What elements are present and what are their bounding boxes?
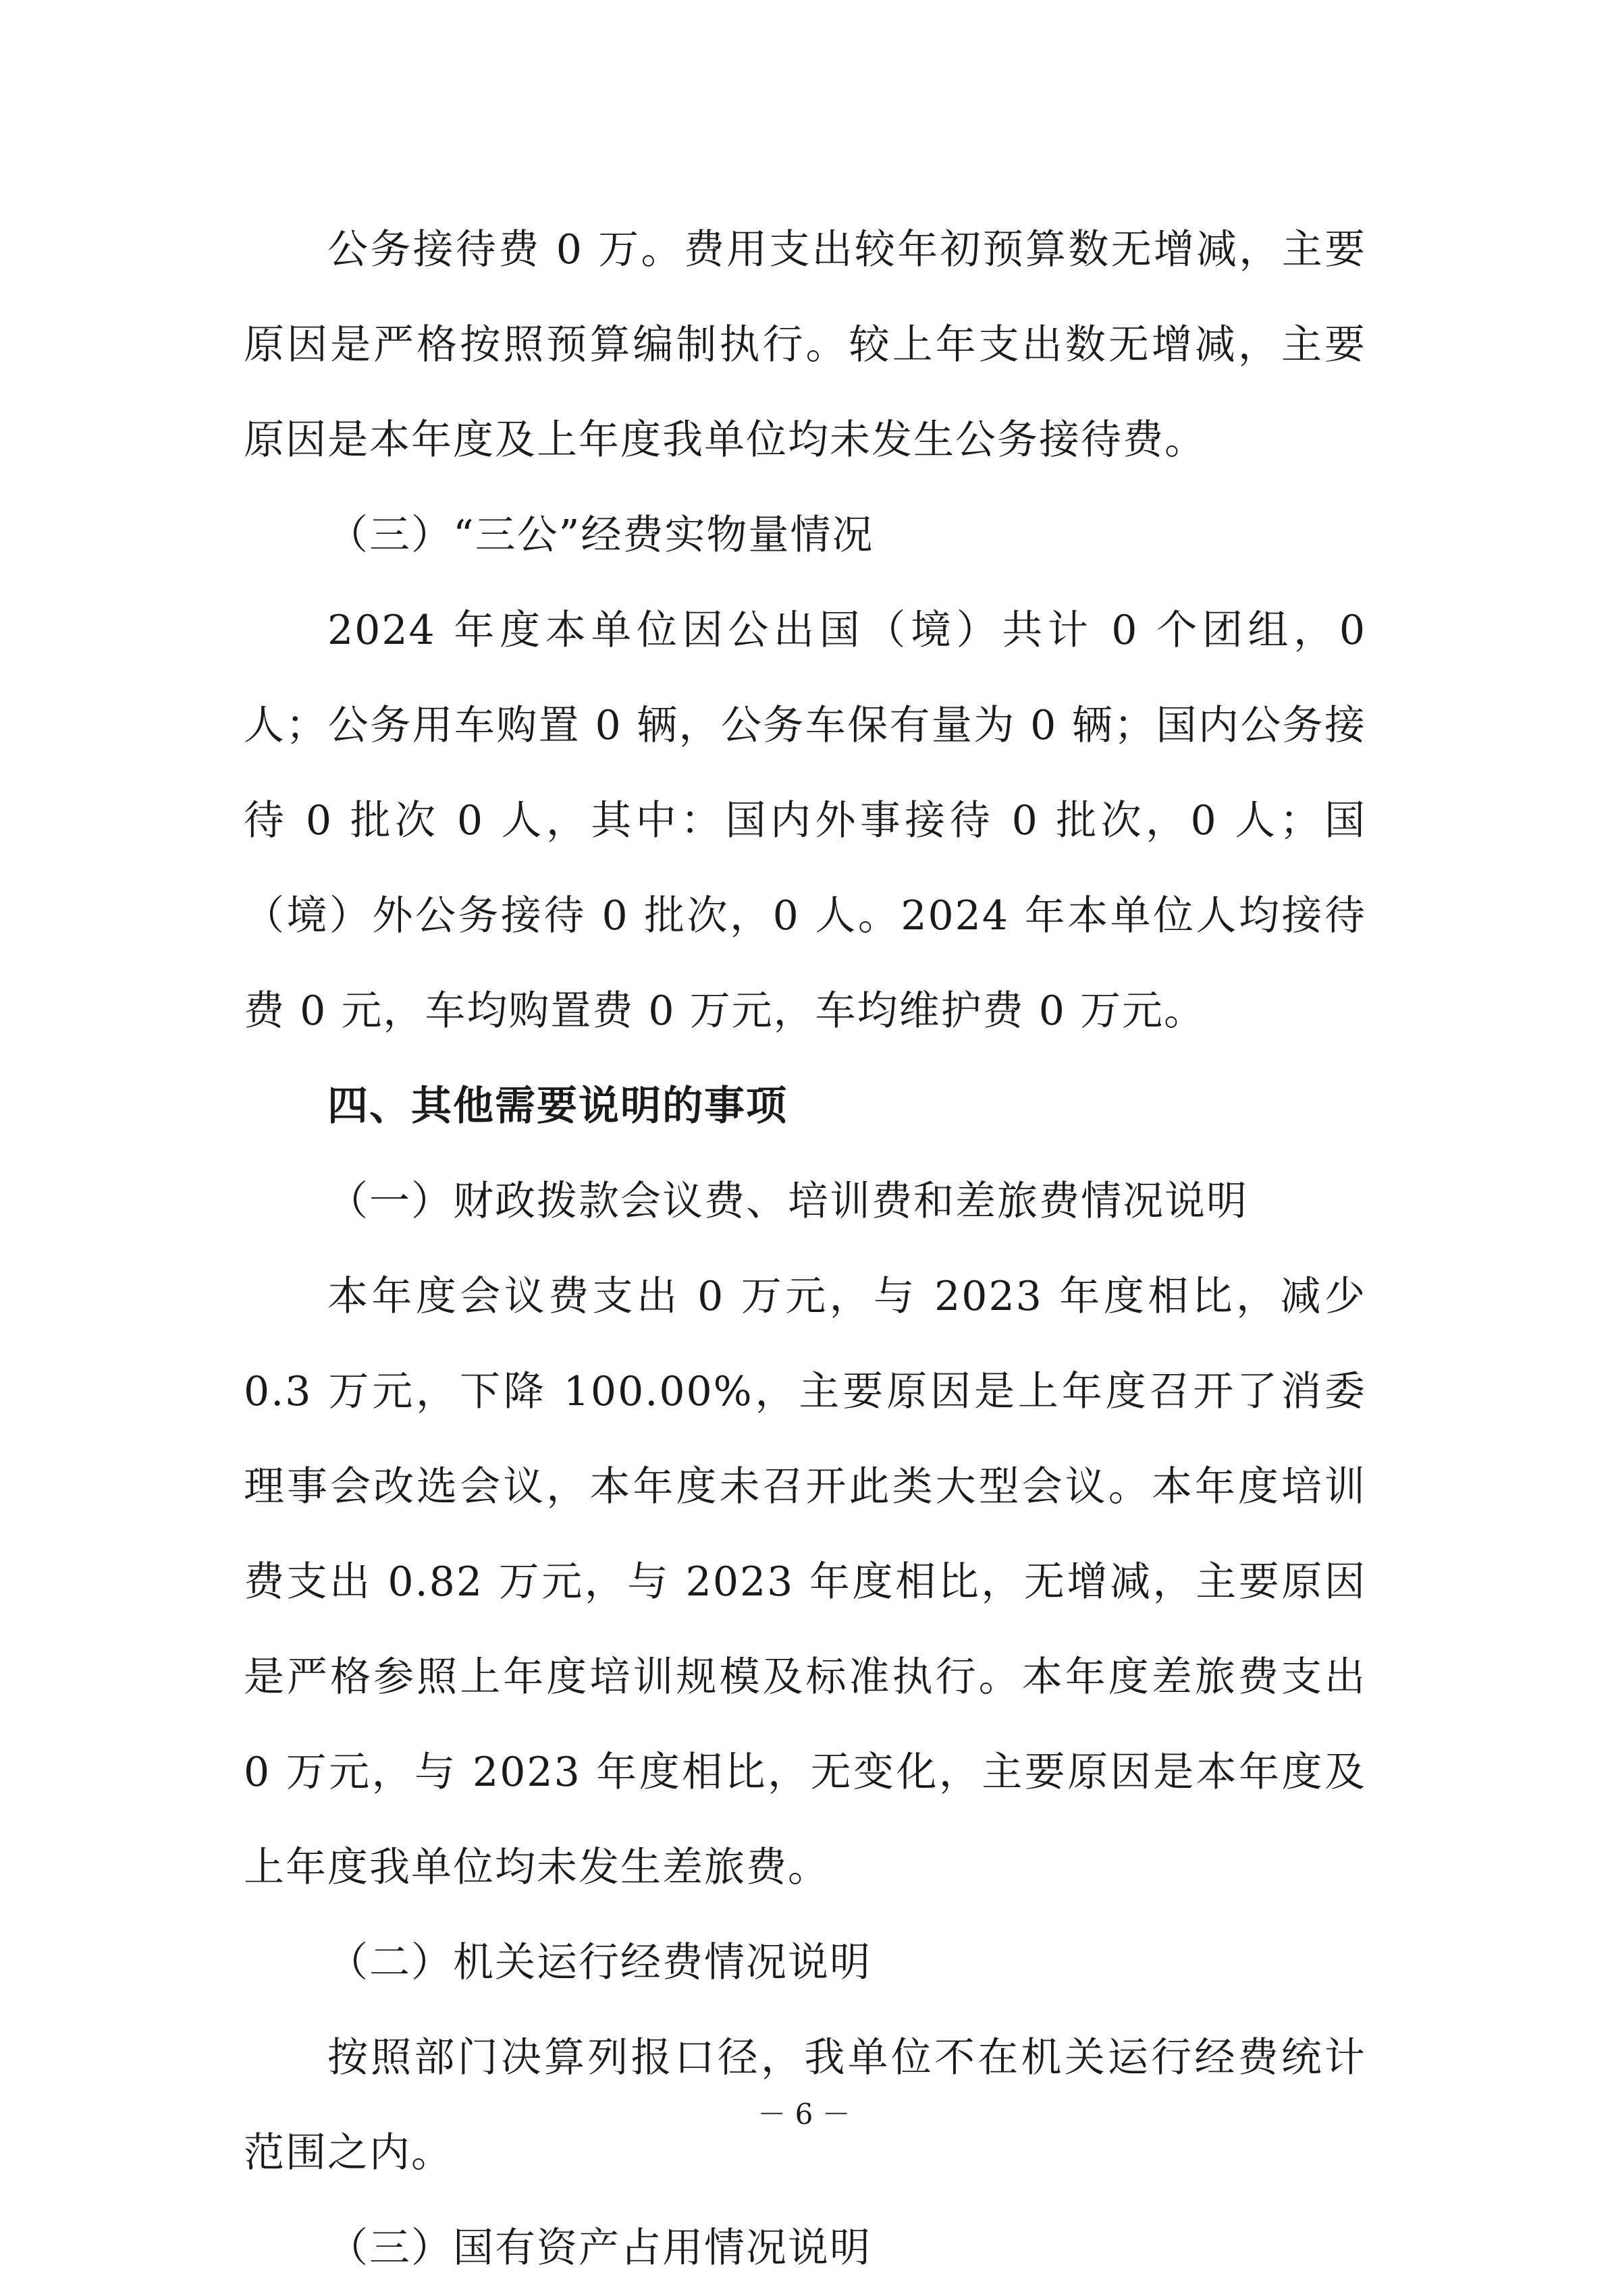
subheading-state-assets: （三）国有资产占用情况说明 bbox=[327, 2224, 872, 2272]
paragraph-reception-expense: 公务接待费 0 万。费用支出较年初预算数无增减，主要原因是严格按照预算编制执行。较上年支出数无增减，主要原因是本年度及上年度我单位均未发生公务接待费。 bbox=[244, 226, 1366, 464]
paragraph-operating-expenses: 按照部门决算列报口径，我单位不在机关运行经费统计范围之内。 bbox=[244, 2034, 1366, 2177]
paragraph-meeting-training-travel: 本年度会议费支出 0 万元，与 2023 年度相比，减少 0.3 万元，下降 100.00%，主要原因是上年度召开了消委理事会改选会议，本年度未召开此类大型会议。本年度培训费支出 0.82 万元，与 2023 年度相比，无增减，主要原因是严格参照上年度培训规模及标准执行。本年度差旅费支出 0 万元，与 2023 年度相比，无变化，主要原因是本年度及上年度我单位均未发生差旅费。 bbox=[244, 1273, 1366, 1891]
paragraph-three-public-quantities: 2024 年度本单位因公出国（境）共计 0 个团组，0 人；公务用车购置 0 辆，公务车保有量为 0 辆；国内公务接待 0 批次 0 人，其中：国内外事接待 0 批次，0 人；国（境）外公务接待 0 批次，0 人。2024 年本单位人均接待费 0 元，车均购置费 0 万元，车均维护费 0 万元。 bbox=[244, 607, 1366, 1035]
page-number: － 6 － bbox=[757, 2098, 851, 2131]
subheading-operating-expenses: （二）机关运行经费情况说明 bbox=[327, 1939, 872, 1986]
subheading-three-public-quantities: （三）“三公”经费实物量情况 bbox=[327, 512, 874, 559]
section-heading-other-matters: 四、其他需要说明的事项 bbox=[327, 1083, 788, 1130]
document-body bbox=[244, 202, 1366, 2296]
subheading-meeting-training-travel: （一）财政拨款会议费、培训费和差旅费情况说明 bbox=[327, 1178, 1248, 1225]
